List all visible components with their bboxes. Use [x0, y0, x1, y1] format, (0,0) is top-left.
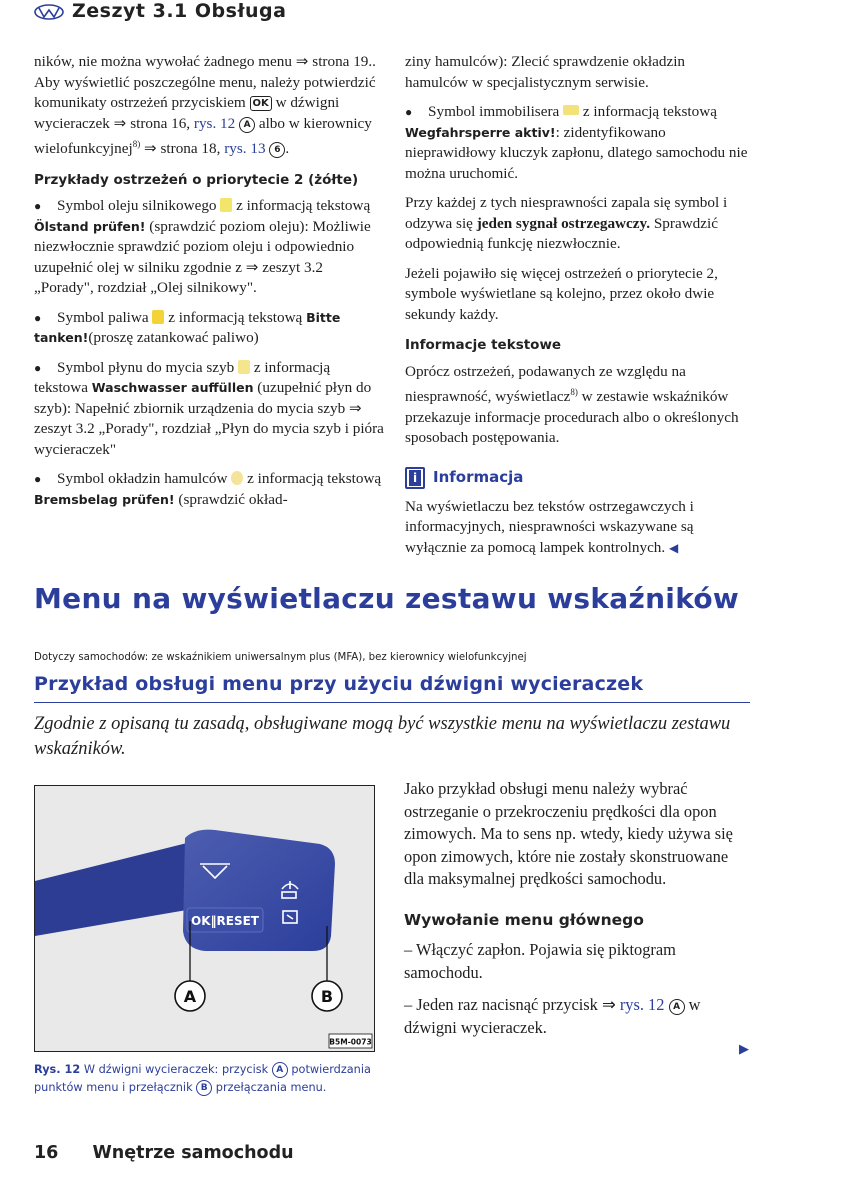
paragraph: Jeżeli pojawiło się więcej ostrzeżeń o priorytecie 2, symbole wyświetlane są kolejno, przez około dwie sekundy każdy. [405, 264, 718, 323]
figure-reference-link[interactable]: rys. 13 [224, 140, 266, 158]
text: ników, nie można wywołać żadnego menu ⇒ strona 19.. Aby wyświetlić poszczególne menu, należy potwierdzić komunikaty ostrzeżeń przyciskiem [34, 53, 376, 111]
footnote-marker: 8) [132, 139, 141, 149]
callout-a-label: A [183, 987, 197, 1006]
instruction-column [404, 778, 750, 1049]
text: albo w kierownicy wielofunkcyjnej [34, 114, 372, 158]
info-box-title: i Informacja [405, 467, 750, 489]
page-footer [34, 1143, 294, 1163]
continue-arrow-icon: ▶ [739, 1041, 749, 1056]
figure-wiper-lever [34, 785, 375, 1052]
list-item: ● Symbol płynu do mycia szyb z informacją tekstowa Waschwasser auffüllen (uzupełnić płyn do szyb): Napełnić zbiornik urządzenia do mycia szyb ⇒ zeszyt 3.2 „Porady", rozdział „Płyn do mycia szyb i pióra wycieraczek" [34, 358, 384, 461]
lead-paragraph: Zgodnie z opisaną tu zasadą, obsługiwane mogą być wszystkie menu na wyświetlaczu zestawu wskaźników. [34, 714, 731, 759]
circled-letter: A [239, 117, 255, 133]
procedure-heading: Wywołanie menu głównego [404, 910, 644, 929]
wiper-lever-illustration [35, 786, 374, 1051]
step: – Włączyć zapłon. Pojawia się piktogram samochodu. [404, 940, 676, 982]
lever-head [183, 830, 335, 951]
washer-fluid-icon [238, 360, 250, 374]
list-item: ● Symbol okładzin hamulców z informacją tekstową Bremsbelag prüfen! (sprawdzić okład- [34, 469, 384, 510]
running-header: Zeszyt 3.1 Obsługa [72, 0, 287, 22]
list-item: ● Symbol paliwa z informacją tekstową Bitte tanken!(proszę zatankować paliwo) [34, 308, 384, 349]
circled-letter: A [669, 999, 685, 1015]
section-title: Menu na wyświetlaczu zestawu wskaźników [34, 582, 740, 615]
list-item: ● Symbol immobilisera z informacją tekstową Wegfahrsperre aktiv!: zidentyfikowano nieprawidłowy kluczyk zapłonu, dlatego samochodu nie można uruchomić. [405, 102, 750, 184]
fuel-warning-icon [152, 310, 164, 324]
figure-reference-link[interactable]: rys. 12 [619, 995, 665, 1014]
paragraph: ziny hamulców): Zlecić sprawdzenie okładzin hamulców w specjalistycznym serwisie. [405, 53, 686, 91]
figure-code: B5M-0073 [329, 1037, 372, 1047]
callout-b-label: B [320, 987, 334, 1006]
circled-letter: A [272, 1062, 288, 1078]
left-column-text [34, 52, 384, 519]
ok-reset-label: OK‖RESET [191, 914, 259, 928]
immobiliser-key-icon [563, 105, 579, 115]
subsection-title: Przykład obsługi menu przy użyciu dźwigni wycieraczek [34, 673, 644, 695]
text: w dźwigni wycieraczek ⇒ strona 16, [34, 94, 340, 132]
paragraph: Oprócz ostrzeżeń, podawanych ze względu na niesprawność, wyświetlacz$^{8)}$ w zestawie wskaźników przekazuje informacje procedurach albo o określonych sposobach postępowania. [405, 362, 739, 447]
paragraph [34, 52, 384, 160]
paragraph: Przy każdej z tych niesprawności zapala się symbol i odzywa się jeden sygnał ostrzegawczy. Sprawdzić odpowiednią funkcję niezwłocznie. [405, 194, 728, 252]
right-column-text [405, 52, 750, 567]
figure-caption: Rys. 12 W dźwigni wycieraczek: przycisk A potwierdzania punktów menu i przełącznik B przełączania menu. [34, 1063, 371, 1094]
figure-reference-link[interactable]: rys. 12 [193, 114, 236, 132]
section-heading: Informacje tekstowe [405, 337, 562, 353]
ok-key-icon: OK [250, 96, 272, 111]
end-of-section-icon: ◀ [669, 540, 679, 555]
divider [34, 702, 750, 703]
text: ⇒ strona 18, [144, 140, 221, 158]
vw-logo-icon [34, 4, 64, 20]
applicability-note: Dotyczy samochodów: ze wskaźnikiem uniwersalnym plus (MFA), bez kierownicy wielofunkcyjnej [34, 652, 527, 663]
paragraph: Jako przykład obsługi menu należy wybrać ostrzeganie o przekroczeniu prędkości dla opon zimowych. Ma to sens np. wtedy, kiedy używa się opon zimowych, które nie zostały skonstruowane dla maksymalnej prędkości samochodu. [404, 779, 733, 888]
section-heading: Przykłady ostrzeżeń o priorytecie 2 (żółte) [34, 171, 359, 188]
page-number: 16 [34, 1143, 59, 1163]
footnote-marker: 8) [570, 387, 578, 397]
circled-number: 6 [269, 142, 285, 158]
step: – Jeden raz nacisnąć przycisk ⇒ rys. 12 A w dźwigni wycieraczek. [404, 995, 701, 1037]
brake-pad-icon [231, 471, 243, 485]
chapter-title: Wnętrze samochodu [92, 1143, 294, 1163]
info-text: Na wyświetlaczu bez tekstów ostrzegawczych i informacyjnych, niesprawności wskazywane są wyłącznie za pomocą lampek kontrolnych. ◀ [405, 497, 694, 556]
text: . [285, 140, 290, 158]
oil-warning-icon [220, 198, 232, 212]
info-icon: i [405, 467, 425, 489]
list-item: ● Symbol oleju silnikowego z informacją tekstową Ölstand prüfen! (sprawdzić poziom oleju): Możliwie niezwłocznie sprawdzić poziom oleju i odpowiednio uzupełnić olej w silniku zgodnie z ⇒ zeszyt 3.2 „Porady", rozdział „Olej silnikowy". [34, 196, 384, 299]
circled-letter: B [196, 1080, 212, 1096]
